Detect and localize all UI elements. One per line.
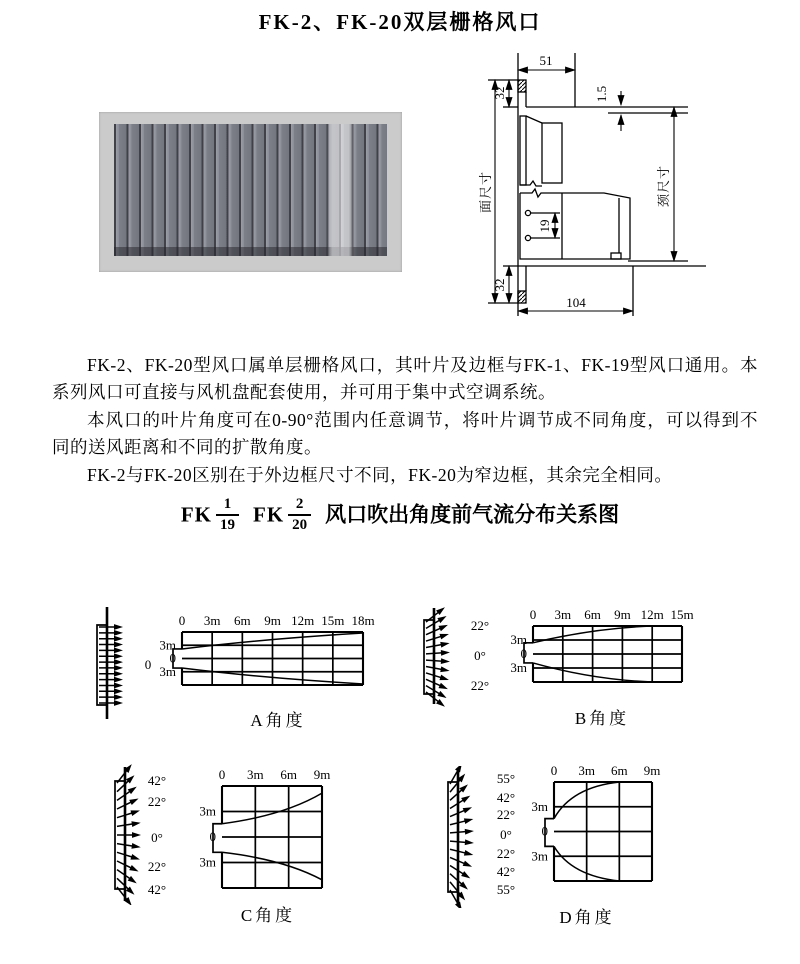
vane-angle-label: 0°	[474, 648, 486, 663]
y-tick-label: 3m	[531, 798, 548, 814]
fk-label-1: FK	[180, 502, 212, 527]
airflow-grid-C	[190, 766, 338, 896]
vane-angle-label: 55°	[496, 771, 516, 786]
envelope-lower	[222, 852, 322, 880]
dim-label-1p5: 1.5	[594, 85, 609, 103]
vane-angle-label: 42°	[496, 790, 516, 805]
vane-arrow	[99, 688, 123, 694]
y-tick-label: 3m	[531, 848, 548, 864]
dim-label-32-top: 32	[492, 86, 507, 100]
x-tick-label: 3m	[554, 608, 572, 622]
vane-arrow	[449, 846, 474, 857]
x-tick-label: 6m	[611, 763, 628, 778]
chart-caption-B: B角度	[574, 709, 630, 728]
dim-label-neck-size: 颈尺寸	[656, 164, 671, 208]
vane-arrow	[99, 671, 123, 677]
vane-diagram-A	[85, 603, 157, 723]
section-heading-text: 风口吹出角度前气流分布关系图	[325, 502, 620, 527]
vane-arrow	[424, 690, 446, 708]
dim-label-32-bottom: 32	[492, 278, 507, 292]
vane-diagram-C	[103, 763, 199, 905]
vane-arrow	[99, 642, 123, 648]
airflow-grid-D	[520, 762, 668, 889]
vane-arrow	[450, 828, 474, 836]
vane-angle-label: 0	[144, 657, 152, 672]
vane-angle-label: 22°	[496, 807, 516, 822]
x-tick-label: 3m	[203, 613, 221, 628]
vane-arrow	[425, 613, 449, 630]
vane-angle-label: 0°	[151, 830, 163, 845]
x-tick-label: 0	[178, 613, 186, 628]
x-tick-label: 0	[529, 608, 537, 622]
x-tick-label: 15m	[670, 608, 694, 622]
paragraph-2: 本风口的叶片角度可在0-90°范围内任意调节，将叶片调节成不同角度，可以得到不同的送风距离和不同的扩散角度。	[52, 409, 758, 458]
envelope-upper	[222, 793, 322, 824]
y-tick-label: 3m	[159, 663, 176, 679]
paragraph-1: FK-2、FK-20型风口属单层栅格风口，其叶片及边框与FK-1、FK-19型风口通用。本系列风口可直接与风机盘配套使用，并可用于集中式空调系统。	[52, 355, 758, 403]
y-tick-label: 3m	[510, 660, 527, 675]
vane-arrow	[99, 636, 123, 642]
y-tick-label: 0	[520, 646, 527, 661]
dim-label-face-size: 面尺寸	[478, 170, 493, 214]
fraction-1-den: 19	[220, 516, 235, 533]
x-tick-label: 6m	[584, 608, 601, 622]
vane-angle-label: 42°	[147, 773, 167, 788]
chart-caption-C: C角度	[240, 906, 296, 925]
y-tick-label: 0	[541, 823, 548, 839]
fraction-1-num: 1	[216, 496, 239, 516]
vane-arrow	[99, 665, 123, 671]
fraction-2-num: 2	[288, 496, 311, 516]
vane-arrow	[99, 683, 123, 689]
vane-arrow	[425, 664, 450, 674]
vane-arrow	[426, 657, 450, 664]
vane-angle-label: 22°	[147, 859, 167, 874]
x-tick-label: 12m	[640, 608, 664, 622]
vane-arrow	[99, 659, 123, 665]
vane-angle-label: 0°	[500, 827, 512, 842]
y-tick-label: 3m	[199, 854, 216, 870]
vane-angle-label: 42°	[147, 882, 167, 897]
vane-arrow	[99, 653, 123, 659]
vane-diagram-B	[408, 604, 500, 708]
vane-angle-label: 22°	[147, 794, 167, 809]
vane-arrow	[425, 683, 449, 700]
x-tick-label: 9m	[264, 613, 281, 628]
x-tick-label: 15m	[321, 613, 345, 628]
vane-arrow	[117, 820, 142, 829]
x-tick-label: 18m	[351, 613, 375, 628]
vane-arrow	[99, 647, 123, 653]
x-tick-label: 12m	[291, 613, 315, 628]
airflow-grid-A	[156, 612, 381, 693]
chart-caption-D: D角度	[559, 908, 615, 927]
vane-bracket	[97, 625, 107, 705]
vane-arrow	[426, 649, 450, 656]
vane-arrow	[425, 640, 450, 650]
vane-angle-label: 22°	[496, 846, 516, 861]
vane-arrow	[117, 841, 142, 850]
x-tick-label: 3m	[578, 763, 595, 778]
x-tick-label: 0	[550, 763, 558, 778]
vane-arrow	[99, 694, 123, 700]
y-tick-label: 0	[169, 650, 176, 666]
dim-label-104: 104	[566, 295, 586, 310]
y-tick-label: 3m	[159, 637, 176, 653]
airflow-grid-B	[505, 608, 700, 690]
fk-label-2: FK	[253, 502, 285, 527]
vane-arrow	[117, 832, 141, 838]
vane-angle-label: 22°	[470, 678, 490, 693]
fraction-2-den: 20	[292, 516, 308, 533]
x-tick-label: 6m	[234, 613, 251, 628]
x-tick-label: 6m	[280, 767, 297, 782]
x-tick-label: 0	[218, 767, 226, 782]
y-tick-label: 0	[209, 829, 216, 844]
vane-arrow	[450, 838, 474, 846]
x-tick-label: 9m	[643, 763, 661, 778]
vane-arrow	[424, 605, 446, 624]
vane-arrow	[116, 850, 141, 863]
vane-arrow	[99, 630, 123, 636]
chart-caption-A: A角度	[250, 711, 306, 730]
x-tick-label: 9m	[313, 767, 331, 782]
vane-arrow	[449, 816, 474, 827]
vane-arrow	[99, 677, 123, 683]
paragraph-3: FK-2与FK-20区别在于外边框尺寸不同，FK-20为窄边框，其余完全相同。	[87, 464, 673, 485]
x-tick-label: 9m	[614, 608, 631, 622]
dim-label-51: 51	[539, 53, 553, 68]
x-tick-label: 3m	[247, 767, 264, 782]
vane-angle-label: 55°	[496, 882, 516, 897]
vane-angle-label: 42°	[496, 864, 516, 879]
y-tick-label: 3m	[199, 803, 216, 819]
vane-angle-label: 22°	[470, 618, 490, 633]
page-title: FK-2、FK-20双层栅格风口	[258, 10, 542, 34]
y-tick-label: 3m	[510, 632, 527, 647]
vane-arrow	[116, 808, 141, 821]
dim-label-19: 19	[537, 219, 552, 233]
